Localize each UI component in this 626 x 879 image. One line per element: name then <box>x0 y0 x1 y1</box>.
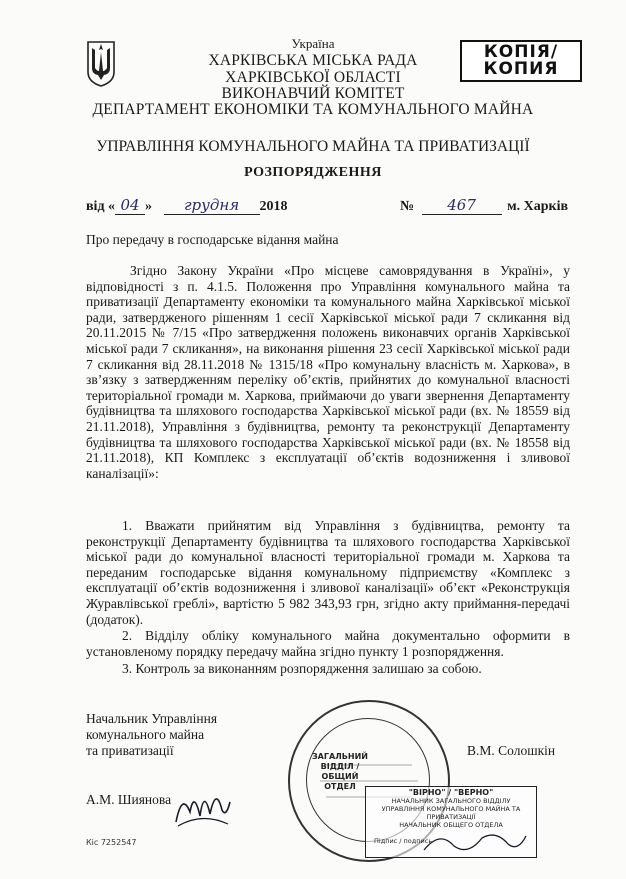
date-prefix: від « <box>86 199 116 214</box>
date-month: грудня <box>164 196 260 215</box>
verify-signature <box>420 826 530 858</box>
copy-stamp-line2: КОПИЯ <box>483 59 559 79</box>
preamble-paragraph <box>86 263 570 481</box>
department-name: ДЕПАРТАМЕНТ ЕКОНОМІКИ ТА КОМУНАЛЬНОГО МАЙНА <box>92 101 534 118</box>
council-name: ХАРКІВСЬКА МІСЬКА РАДА <box>208 52 418 69</box>
signatory-position <box>86 711 217 759</box>
date-day: 04 <box>115 196 145 215</box>
preamble-text: Згідно Закону України «Про місцеве самоврядування в Україні», у відповідності з п. 4.1.5. Положення про Управління комунального майна та приватизації Департаменту економіки та комунального майна Харківської міської ради, затвердженого рішенням 1 сесії Харківської міської ради 7 скликання від 20.11.2015 № 7/15 «Про затвердження положень виконавчих органів Харківської міської ради 7 скликання», на виконання рішення 23 сесії Харківської міської ради 7 скликання від 28.11.2018 № 1315/18 «Про комунальну власність м. Харкова», в зв’язку з затвердженням переліку об’єктів, прийнятих до комунальної власності територіальної громади м. Харкова, приймаючи до уваги звернення Департаменту будівництва та шляхового господарства Харківської міської ради (вх. № 18559 від 21.11.2018), Управління з будівництва, ремонту та реконструкції Департаменту будівництва та шляхового господарства Харківської міської ради (вх. № 18558 від 21.11.2018), КП Комплекс з експлуатації об’єктів водозниження і зливової каналізації»: <box>86 263 570 481</box>
city-name: м. Харків <box>507 199 569 214</box>
position-line-3: та приватизації <box>86 743 174 758</box>
verify-stamp-line2: УПРАВЛІННЯ КОМУНАЛЬНОГО МАЙНА ТА ПРИВАТИЗАЦІЇ <box>381 805 521 821</box>
item-2: 2. Відділу обліку комунального майна документально оформити в установленому порядку передачу майна згідно пункту 1 розпорядження. <box>86 628 570 659</box>
copy-stamp <box>460 40 582 82</box>
item-3: 3. Контроль за виконанням розпорядження залишаю за собою. <box>122 661 482 677</box>
seal-center-line1: ЗАГАЛЬНИЙ <box>312 752 368 761</box>
copy-stamp-line1: КОПІЯ/ <box>483 42 559 62</box>
decision-items <box>86 518 570 677</box>
verify-stamp-line3: НАЧАЛЬНИК ОБЩЕГО ОТДЕЛА <box>399 821 503 829</box>
date-year: 2018 <box>259 199 288 214</box>
position-line-1: Начальник Управління <box>86 711 218 726</box>
region-name: ХАРКІВСЬКОЇ ОБЛАСТІ <box>225 69 401 86</box>
verify-stamp-line4: Підпис / подпись <box>374 837 433 845</box>
verify-stamp-line1: НАЧАЛЬНИК ЗАГАЛЬНОГО ВІДДІЛУ <box>391 797 511 805</box>
date-line <box>86 196 288 215</box>
signatory-name: В.М. Солошкін <box>467 743 556 758</box>
number-label: № <box>400 199 415 214</box>
date-mid: » <box>145 199 153 214</box>
seal-center-line3: ОБЩИЙ ОТДЕЛ <box>321 772 359 791</box>
verify-stamp-title: "ВІРНО" / "ВЕРНО" <box>408 788 494 797</box>
committee-name: ВИКОНАВЧИЙ КОМІТЕТ <box>221 85 405 102</box>
position-line-2: комунального майна <box>86 727 205 742</box>
document-type: РОЗПОРЯДЖЕННЯ <box>244 165 382 180</box>
administration-name: УПРАВЛІННЯ КОМУНАЛЬНОГО МАЙНА ТА ПРИВАТИЗАЦІЇ <box>96 138 530 155</box>
number-line <box>400 196 568 215</box>
seal-center-line2: ВІДДІЛ / <box>320 762 360 771</box>
document-number: 467 <box>422 196 502 215</box>
footer-code: Кіс 7252547 <box>86 838 137 847</box>
seal-center-text <box>308 752 372 792</box>
document-subject: Про передачу в господарське відання майна <box>86 232 339 247</box>
handwritten-signature <box>172 782 232 832</box>
executor-name: А.М. Шиянова <box>86 792 172 807</box>
item-1: 1. Вважати прийнятим від Управління з будівництва, ремонту та реконструкції Департаменту будівництва та шляхового господарства Харківської міської ради до комунальної власності територіальної громади м. Харкова та переданим господарське відання комунальному підприємству «Комплекс з експлуатації об’єктів водозниження і зливової каналізації» об’єкт «Реконструкція Журавлівської греблі», вартістю 5 982 343,93 грн, згідно акту приймання-передачі (додаток). <box>86 518 570 627</box>
country-name: Україна <box>291 36 335 51</box>
